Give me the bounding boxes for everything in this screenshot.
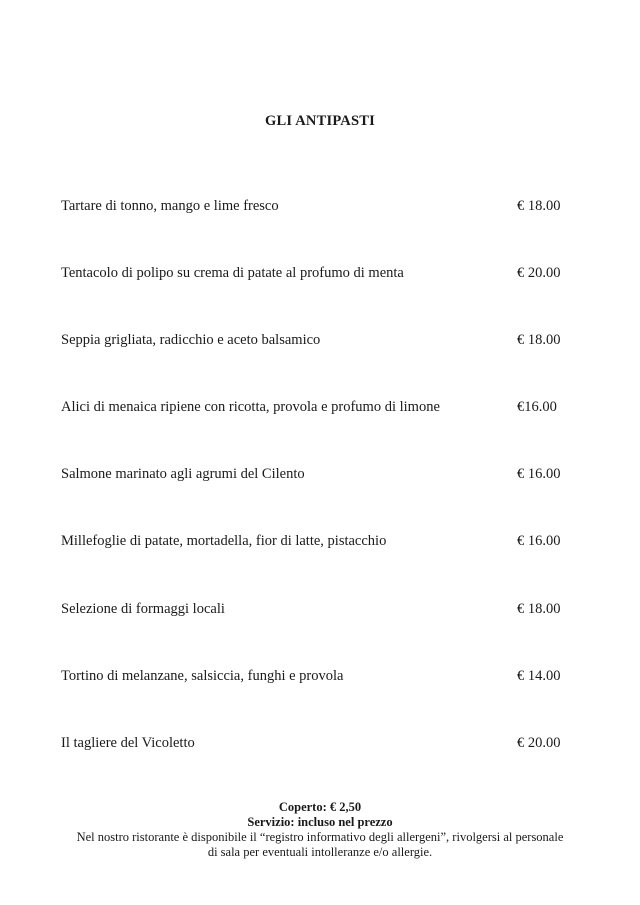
dish-name: Alici di menaica ripiene con ricotta, provola e profumo di limone: [61, 399, 440, 416]
dish-name: Seppia grigliata, radicchio e aceto balsamico: [61, 332, 321, 349]
menu-item: [61, 734, 581, 801]
menu-item: [61, 264, 581, 331]
dish-price: €16.00: [517, 399, 557, 416]
menu-item: [61, 667, 581, 734]
menu-item: [61, 398, 581, 465]
menu-item: [61, 465, 581, 532]
menu-item: [61, 331, 581, 398]
dish-name: Il tagliere del Vicoletto: [61, 734, 195, 751]
dish-price: € 16.00: [517, 466, 561, 483]
menu-item: [61, 197, 581, 264]
dish-name: Tortino di melanzane, salsiccia, funghi e provola: [61, 667, 344, 684]
dish-price: € 20.00: [517, 734, 561, 751]
dish-price: € 16.00: [517, 533, 561, 550]
menu-item: [61, 600, 581, 667]
cover-charge: Coperto: € 2,50: [278, 800, 362, 814]
menu-footer: [0, 800, 640, 860]
dish-name: Millefoglie di patate, mortadella, fior di latte, pistacchio: [61, 533, 387, 550]
allergen-note-line1: Nel nostro ristorante è disponibile il “registro informativo degli allergeni”, rivolgersi al personale: [76, 830, 564, 844]
menu-list: [61, 197, 581, 801]
dish-price: € 14.00: [517, 667, 561, 684]
dish-name: Salmone marinato agli agrumi del Cilento: [61, 466, 305, 483]
dish-name: Tentacolo di polipo su crema di patate al profumo di menta: [61, 265, 404, 282]
dish-price: € 20.00: [517, 265, 561, 282]
menu-section-title: GLI ANTIPASTI: [265, 113, 375, 129]
dish-price: € 18.00: [517, 198, 561, 214]
dish-name: Selezione di formaggi locali: [61, 600, 225, 617]
allergen-note-line2: di sala per eventuali intolleranze e/o allergie.: [207, 845, 433, 859]
dish-price: € 18.00: [517, 600, 561, 617]
service-note: Servizio: incluso nel prezzo: [247, 815, 393, 829]
dish-name: Tartare di tonno, mango e lime fresco: [61, 198, 279, 214]
dish-price: € 18.00: [517, 332, 561, 349]
menu-item: [61, 532, 581, 599]
